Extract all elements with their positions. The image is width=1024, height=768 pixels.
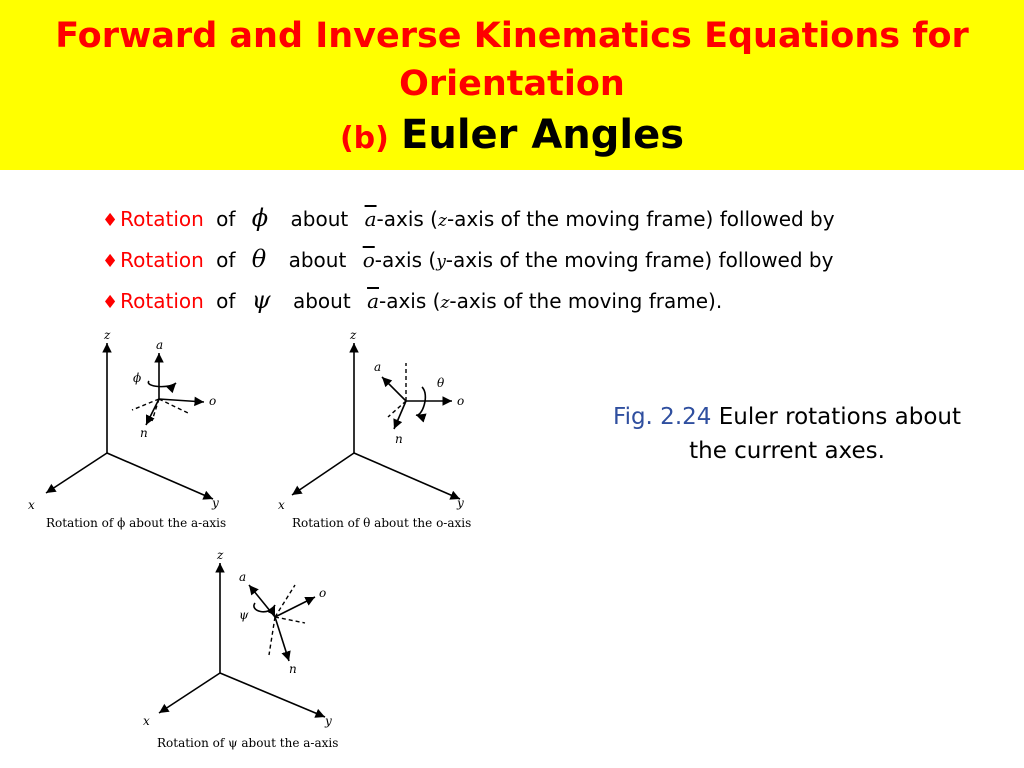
x-label: x: [278, 498, 285, 512]
diagram-caption: Rotation of θ about the o-axis: [292, 516, 472, 530]
title-line-2: Orientation: [399, 64, 625, 104]
x-label: x: [143, 714, 150, 728]
o-label: o: [319, 586, 327, 600]
diagram-caption: Rotation of ϕ about the a-axis: [46, 516, 227, 530]
a-axis: [382, 377, 406, 401]
angle-label: ψ: [239, 608, 249, 622]
a-label: a: [156, 338, 164, 352]
o-label: o: [209, 394, 217, 408]
dashed-axis: [275, 617, 305, 623]
bullet-axis-letter: $\overline{a}$: [367, 289, 379, 313]
dashed-axis: [269, 617, 275, 655]
figure-caption-line-1: [582, 400, 992, 434]
y-label: y: [457, 496, 464, 510]
bullet-axis-word: -axis (: [376, 207, 438, 231]
diagram-rotation-phi: [20, 325, 230, 535]
bullet-axis-word: -axis (: [379, 289, 441, 313]
diagram-caption: Rotation of ψ about the a-axis: [157, 736, 339, 750]
figure-number: Fig. 2.24: [613, 404, 712, 430]
title-band: [0, 0, 1024, 170]
angle-label: θ: [437, 376, 445, 390]
bullet-about: about: [290, 207, 349, 231]
n-axis: [275, 617, 289, 661]
bullet-rest: -axis of the moving frame) followed by: [445, 248, 834, 272]
bullet-symbol: θ: [251, 245, 267, 273]
bullet-keyword: Rotation: [120, 207, 204, 231]
n-label: n: [140, 426, 148, 440]
bullet-frame-letter: y: [436, 252, 446, 272]
diamond-bullet-icon: ♦: [102, 292, 119, 313]
x-axis: [159, 673, 220, 713]
angle-label: ϕ: [133, 371, 142, 385]
diamond-bullet-icon: ♦: [102, 210, 119, 231]
n-label: n: [395, 432, 403, 446]
subtitle: [0, 112, 1024, 158]
bullet-axis-word: -axis (: [374, 248, 437, 272]
z-label: z: [217, 548, 224, 562]
o-axis: [275, 597, 315, 617]
bullet-2: [102, 244, 833, 274]
o-label: o: [457, 394, 465, 408]
bullet-keyword: Rotation: [120, 248, 204, 272]
bullet-symbol: ϕ: [251, 204, 269, 232]
diagram-rotation-theta: [270, 325, 480, 535]
bullet-keyword: Rotation: [120, 289, 204, 313]
bullet-about: about: [288, 248, 347, 272]
y-label: y: [325, 714, 332, 728]
bullet-of: of: [216, 207, 236, 231]
bullet-frame-letter: z: [437, 211, 447, 231]
a-label: a: [239, 570, 247, 584]
y-axis: [107, 453, 213, 499]
bullet-of: of: [216, 289, 236, 313]
z-label: z: [350, 328, 357, 342]
n-label: n: [289, 662, 297, 676]
figure-caption: [582, 400, 992, 468]
diamond-bullet-icon: ♦: [102, 251, 119, 272]
n-axis: [394, 401, 406, 429]
a-label: a: [374, 360, 382, 374]
bullet-axis-letter: $\overline{a}$: [364, 207, 377, 231]
x-axis: [46, 453, 107, 493]
y-label: y: [212, 496, 219, 510]
bullet-1: [102, 203, 835, 233]
subtitle-prefix: (b): [339, 121, 389, 156]
bullet-frame-letter: z: [440, 293, 450, 313]
bullet-rest: -axis of the moving frame).: [449, 289, 723, 313]
y-axis: [354, 453, 460, 499]
figure-caption-text-1: Euler rotations about: [718, 404, 961, 430]
rotation-arrow: [148, 381, 176, 387]
diagram-rotation-psi: [135, 545, 345, 755]
figure-caption-text-2: the current axes.: [689, 438, 885, 464]
x-axis: [292, 453, 354, 495]
bullet-axis-letter: $\overline{o}$: [362, 248, 375, 272]
x-label: x: [28, 498, 35, 512]
bullet-3: [102, 285, 722, 315]
bullet-of: of: [216, 248, 236, 272]
bullet-symbol: ψ: [251, 286, 271, 314]
title-line-1: Forward and Inverse Kinematics Equations for: [55, 16, 969, 56]
z-label: z: [104, 328, 111, 342]
bullet-about: about: [292, 289, 351, 313]
y-axis: [220, 673, 325, 717]
subtitle-main: Euler Angles: [401, 112, 685, 158]
bullet-rest: -axis of the moving frame) followed by: [446, 207, 835, 231]
